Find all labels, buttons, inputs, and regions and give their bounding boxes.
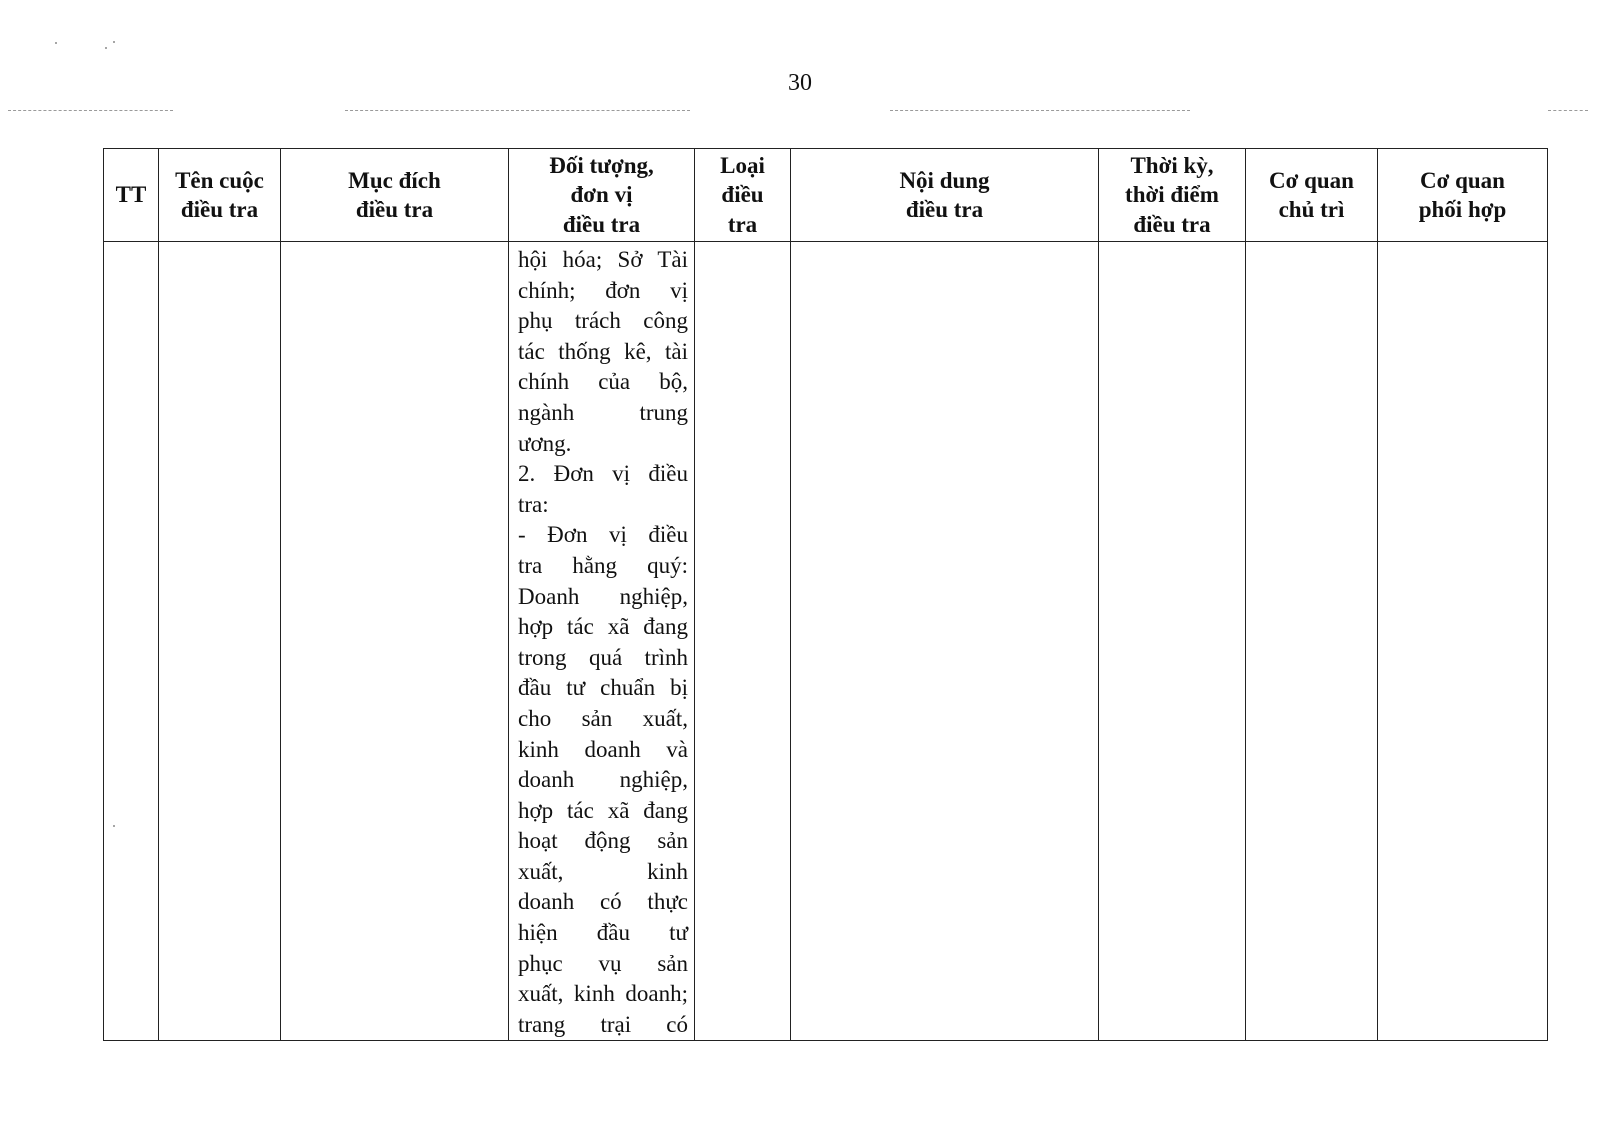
header-muc-dich: Mục đích điều tra [281,149,509,242]
cell-muc-dich [281,242,509,1041]
doi-tuong-line: hội hóa; Sở Tài [518,247,688,272]
doi-tuong-line: hoạt động sản [518,828,688,854]
doi-tuong-line: chính của bộ, [518,369,688,395]
header-doi-tuong: Đối tượng, đơn vị điều tra [509,149,695,242]
scan-artifact-speck [105,47,107,49]
doi-tuong-line: hợp tác xã đang [518,614,688,640]
doi-tuong-line: ương. [518,430,572,456]
table-row [104,242,1548,1041]
cell-loai-dieu-tra [695,242,791,1041]
doi-tuong-line: cho sản xuất, [518,705,688,731]
doi-tuong-line: ngành trung [518,399,688,425]
header-noi-dung: Nội dung điều tra [791,149,1099,242]
header-co-quan-phoi-hop: Cơ quan phối hợp [1378,149,1548,242]
doi-tuong-line: hiện đầu tư [518,920,688,946]
doi-tuong-line: doanh nghiệp, [518,767,688,793]
doi-tuong-line: chính; đơn vị [518,277,688,303]
cell-ten-cuoc-dieu-tra [159,242,281,1041]
scan-artifact-speck [55,42,57,44]
scan-artifact-line [8,110,173,111]
doi-tuong-line: tác thống kê, tài [518,338,688,364]
doi-tuong-line: 2. Đơn vị điều [518,461,688,487]
scan-artifact-line [345,110,690,111]
page-number: 30 [788,70,812,96]
doi-tuong-line: phụ trách công [518,308,688,334]
doi-tuong-line: xuất, kinh [518,858,688,884]
scan-artifact-line [890,110,1190,111]
scan-artifact-line [1548,110,1588,111]
scan-artifact-speck [113,41,115,43]
doi-tuong-line: kinh doanh và [518,736,688,762]
cell-tt [104,242,159,1041]
cell-thoi-ky [1099,242,1246,1041]
cell-co-quan-chu-tri [1246,242,1378,1041]
doi-tuong-text [509,242,694,1040]
doi-tuong-line: trang trại có [518,1011,688,1037]
cell-doi-tuong [509,242,695,1041]
header-thoi-ky: Thời kỳ, thời điểm điều tra [1099,149,1246,242]
doi-tuong-line: xuất, kinh doanh; [518,981,688,1007]
header-loai-dieu-tra: Loại điều tra [695,149,791,242]
doi-tuong-line: doanh có thực [518,889,688,915]
doi-tuong-line: đầu tư chuẩn bị [518,675,688,701]
header-co-quan-chu-tri: Cơ quan chủ trì [1246,149,1378,242]
doi-tuong-line: tra: [518,491,549,517]
cell-noi-dung [791,242,1099,1041]
header-ten-cuoc-dieu-tra: Tên cuộc điều tra [159,149,281,242]
doi-tuong-line: trong quá trình [518,644,688,670]
doi-tuong-line: hợp tác xã đang [518,797,688,823]
cell-co-quan-phoi-hop [1378,242,1548,1041]
header-tt: TT [104,149,159,242]
table-header-row [104,149,1548,242]
doi-tuong-line: Doanh nghiệp, [518,583,688,609]
survey-table [103,148,1548,1041]
doi-tuong-line: tra hằng quý: [518,552,688,578]
doi-tuong-line: phục vụ sản [518,950,688,976]
doi-tuong-line: - Đơn vị điều [518,522,688,548]
